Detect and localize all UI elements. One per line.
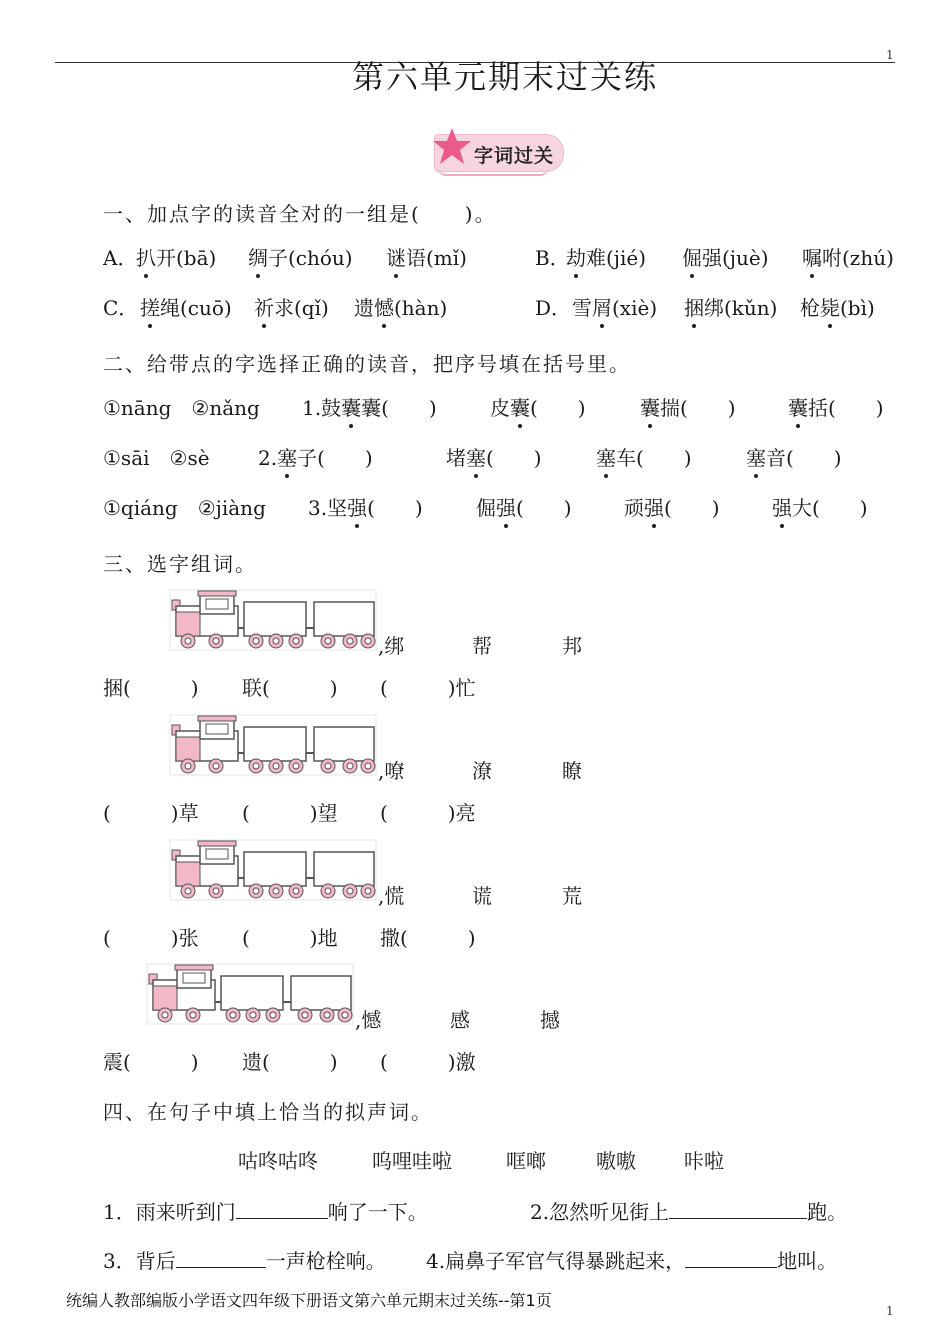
emphasis-dot-char: 囊 xyxy=(788,392,808,421)
emphasis-dot-char: 毙 xyxy=(820,292,840,321)
q2-row1-item-a: 1.鼓囊囊( ) xyxy=(302,392,437,421)
q3-g4-char-1: ,憾 xyxy=(355,1008,382,1032)
q2-row3-item-a: 3.坚强( ) xyxy=(308,492,423,521)
q3-g3-char-2: 谎 xyxy=(472,884,492,908)
q2-row3-options: ①qiáng ②jiàng xyxy=(103,496,266,520)
q4-s4-before: 4.扁鼻子军官气得暴跳起来， xyxy=(426,1249,686,1273)
q3-g2-word-1: ( )草 xyxy=(103,801,199,825)
q4-s3-after: 一声枪栓响。 xyxy=(265,1249,386,1273)
emphasis-dot-char: 塞 xyxy=(596,442,616,471)
q3-g3-word-3: 撒( ) xyxy=(380,926,476,950)
q4-sentence-1 xyxy=(103,1196,428,1225)
emphasis-dot-char: 囊 xyxy=(640,392,660,421)
emphasis-dot-char: 屑 xyxy=(592,292,612,321)
q4-s1-before: 1．雨来听到门 xyxy=(103,1200,236,1224)
q3-heading: 三、选字组词。 xyxy=(103,552,257,576)
q2-row3-item-d: 强大( ) xyxy=(772,492,868,521)
q3-g4-char-2: 感 xyxy=(450,1008,470,1032)
q4-s4-after: 地叫。 xyxy=(777,1249,838,1273)
q1-option-a-1: 扒开(bā) xyxy=(136,242,216,271)
q1-option-d-1: 雪屑(xiè) xyxy=(572,292,657,321)
q2-heading: 二、给带点的字选择正确的读音，把序号填在括号里。 xyxy=(103,352,631,376)
q4-option-3: 哐啷 xyxy=(506,1149,546,1173)
emphasis-dot-char: 强 xyxy=(347,492,367,521)
train-image xyxy=(145,962,355,1026)
emphasis-dot-char: 憾 xyxy=(374,292,394,321)
q4-s2-after: 跑。 xyxy=(807,1200,848,1224)
q2-row2-item-c: 塞车( ) xyxy=(596,442,692,471)
q1-option-b-1: 劫难(jié) xyxy=(566,242,646,271)
q4-option-4: 嗷嗷 xyxy=(596,1149,636,1173)
emphasis-dot-char: 塞 xyxy=(746,442,766,471)
q2-row1-item-c: 囊揣( ) xyxy=(640,392,736,421)
q3-g1-char-1: ,绑 xyxy=(378,634,405,658)
emphasis-dot-char: 嘱 xyxy=(802,242,822,271)
page-number-top: 1 xyxy=(886,48,894,62)
q4-s4-blank[interactable] xyxy=(685,1249,777,1268)
q3-g4-char-3: 撼 xyxy=(540,1008,560,1032)
badge-swoosh xyxy=(438,168,548,176)
q4-sentence-2 xyxy=(530,1196,847,1225)
q4-sentence-3 xyxy=(103,1245,386,1274)
q2-row2-item-b: 堵塞( ) xyxy=(446,442,542,471)
q3-g2-char-1: ,嘹 xyxy=(378,759,405,783)
badge-label: 字词过关 xyxy=(474,145,555,167)
q1-option-a-2: 绸子(chóu) xyxy=(248,242,353,271)
emphasis-dot-char: 扒 xyxy=(136,242,156,271)
q4-s3-before: 3．背后 xyxy=(103,1249,176,1273)
q3-g1-char-2: 帮 xyxy=(472,634,492,658)
q4-s2-blank[interactable] xyxy=(669,1200,807,1219)
q3-g4-word-3: ( )激 xyxy=(380,1050,476,1074)
emphasis-dot-char: 谜 xyxy=(386,242,406,271)
q1-heading: 一、加点字的读音全对的一组是( )。 xyxy=(103,202,497,226)
q4-s1-blank[interactable] xyxy=(236,1200,328,1219)
q4-s3-blank[interactable] xyxy=(176,1249,266,1268)
emphasis-dot-char: 祈 xyxy=(254,292,274,321)
q1-option-b-label: B． xyxy=(535,246,570,270)
q3-g1-word-1: 捆( ) xyxy=(103,676,199,700)
q3-g2-word-3: ( )亮 xyxy=(380,801,476,825)
q2-row3-item-c: 顽强( ) xyxy=(624,492,720,521)
train-image xyxy=(168,838,378,902)
emphasis-dot-char: 劫 xyxy=(566,242,586,271)
train-image xyxy=(168,713,378,777)
q3-g1-char-3: 邦 xyxy=(562,634,582,658)
q3-g3-word-1: ( )张 xyxy=(103,926,199,950)
q2-row1-item-b: 皮囊( ) xyxy=(490,392,586,421)
q3-g3-word-2: ( )地 xyxy=(242,926,338,950)
q4-s2-before: 2.忽然听见街上 xyxy=(530,1200,670,1224)
q3-g4-word-1: 震( ) xyxy=(103,1050,199,1074)
q4-option-1: 咕咚咕咚 xyxy=(238,1149,318,1173)
q2-row1-item-d: 囊括( ) xyxy=(788,392,884,421)
q1-option-a-3: 谜语(mǐ) xyxy=(386,242,467,271)
section-badge xyxy=(430,124,564,178)
q4-s1-after: 响了一下。 xyxy=(327,1200,428,1224)
q3-g1-word-3: ( )忙 xyxy=(380,676,476,700)
q2-row2-options: ①sāi ②sè xyxy=(103,446,210,470)
emphasis-dot-char: 捆 xyxy=(684,292,704,321)
emphasis-dot-char: 搓 xyxy=(140,292,160,321)
page-title: 第六单元期末过关练 xyxy=(351,58,658,96)
emphasis-dot-char: 强 xyxy=(772,492,792,521)
q1-option-d-label: D． xyxy=(535,296,572,320)
q2-row1-options: ①nāng ②nǎng xyxy=(103,396,260,420)
q1-option-b-3: 嘱咐(zhú) xyxy=(802,242,894,271)
q3-g2-char-3: 瞭 xyxy=(562,759,582,783)
emphasis-dot-char: 强 xyxy=(496,492,516,521)
q1-option-c-2: 祈求(qǐ) xyxy=(254,292,329,321)
q1-option-c-3: 遗憾(hàn) xyxy=(354,292,447,321)
q3-g2-char-2: 潦 xyxy=(472,759,492,783)
emphasis-dot-char: 强 xyxy=(644,492,664,521)
footer-text: 统编人教部编版小学语文四年级下册语文第六单元期末过关练--第1页 xyxy=(66,1291,552,1310)
q3-g3-char-1: ,慌 xyxy=(378,884,405,908)
q3-g3-char-3: 荒 xyxy=(562,884,582,908)
q4-sentence-4 xyxy=(426,1245,837,1274)
emphasis-dot-char: 绸 xyxy=(248,242,268,271)
page-number-bottom: 1 xyxy=(886,1304,894,1318)
q1-option-a-label: A． xyxy=(103,246,138,270)
emphasis-dot-char: 囊 xyxy=(341,392,361,421)
q1-option-b-2: 倔强(juè) xyxy=(682,242,769,271)
q3-g4-word-2: 遗( ) xyxy=(242,1050,338,1074)
q1-option-d-2: 捆绑(kǔn) xyxy=(684,292,778,321)
q3-g2-word-2: ( )望 xyxy=(242,801,338,825)
q4-heading: 四、在句子中填上恰当的拟声词。 xyxy=(103,1100,433,1124)
q4-option-2: 呜哩哇啦 xyxy=(372,1149,452,1173)
train-image xyxy=(168,588,378,652)
q3-g1-word-2: 联( ) xyxy=(242,676,338,700)
q1-option-c-label: C． xyxy=(103,296,139,320)
q4-option-5: 咔啦 xyxy=(684,1149,724,1173)
emphasis-dot-char: 塞 xyxy=(466,442,486,471)
q2-row2-item-d: 塞音( ) xyxy=(746,442,842,471)
emphasis-dot-char: 塞 xyxy=(277,442,297,471)
q1-option-c-1: 搓绳(cuō) xyxy=(140,292,232,321)
star-icon xyxy=(432,126,472,166)
q2-row2-item-a: 2.塞子( ) xyxy=(258,442,373,471)
q1-option-d-3: 枪毙(bì) xyxy=(800,292,875,321)
emphasis-dot-char: 囊 xyxy=(510,392,530,421)
emphasis-dot-char: 倔 xyxy=(682,242,702,271)
q2-row3-item-b: 倔强( ) xyxy=(476,492,572,521)
